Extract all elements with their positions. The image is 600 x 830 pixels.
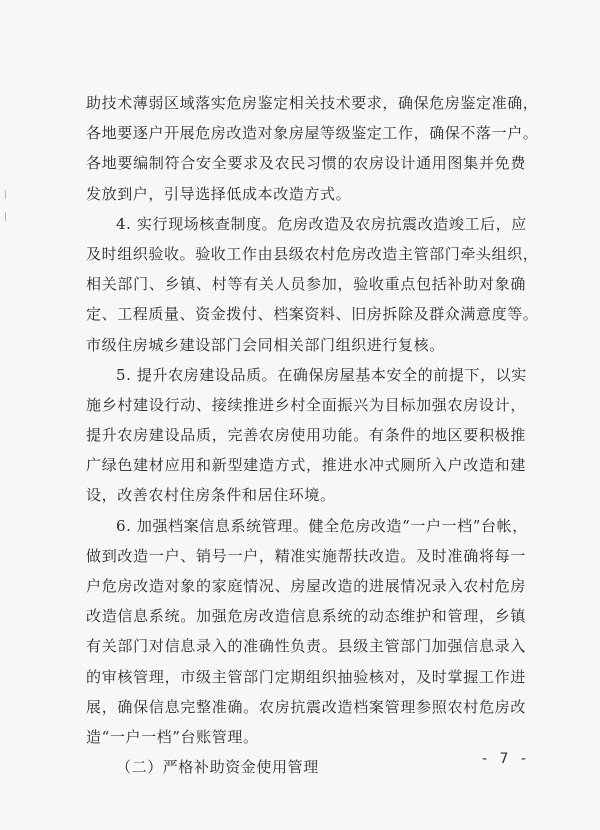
text-line: 的审核管理，市级主管部门定期组织抽验核对，及时掌握工作进	[86, 667, 526, 686]
text-line: 5. 提升农房建设品质。在确保房屋基本安全的前提下，以实	[116, 365, 527, 384]
text-line: 及时组织验收。验收工作由县级农村危房改造主管部门牵头组织，	[86, 244, 539, 263]
body-text	[86, 88, 539, 782]
text-line: （二）严格补助资金使用管理	[116, 758, 319, 777]
text-line: 改造信息系统。加强危房改造信息系统的动态维护和管理，乡镇	[86, 607, 526, 626]
text-line: 助技术薄弱区域落实危房鉴定相关技术要求，确保危房鉴定准确，	[86, 94, 539, 112]
page-number: - 7 -	[482, 751, 530, 767]
scan-mark	[5, 190, 6, 199]
text-line: 施乡村建设行动、接续推进乡村全面振兴为目标加强农房设计，	[86, 395, 526, 414]
text-line: 相关部门、乡镇、村等有关人员参加，验收重点包括补助对象确	[86, 275, 526, 294]
text-line: 各地要逐户开展危房改造对象房屋等级鉴定工作，确保不落一户。	[86, 124, 539, 143]
text-line: 市级住房城乡建设部门会同相关部门组织进行复核。	[86, 335, 445, 354]
text-line: 有关部门对信息录入的准确性负责。县级主管部门加强信息录入	[86, 637, 526, 656]
text-line: 造“一户一档”台账管理。	[86, 727, 259, 746]
text-line: 4. 实行现场核查制度。危房改造及农房抗震改造竣工后，应	[116, 214, 527, 233]
text-line: 户危房改造对象的家庭情况、房屋改造的进展情况录入农村危房	[86, 577, 526, 595]
text-line: 展，确保信息完整准确。农房抗震改造档案管理参照农村危房改	[86, 697, 526, 716]
scan-mark	[5, 212, 6, 221]
text-line: 定、工程质量、资金拨付、档案资料、旧房拆除及群众满意度等。	[86, 305, 539, 324]
text-line: 设，改善农村住房条件和居住环境。	[86, 486, 336, 505]
text-line: 发放到户，引导选择低成本改造方式。	[86, 184, 352, 203]
text-line: 广绿色建材应用和新型建造方式，推进水冲式厕所入户改造和建	[86, 456, 526, 475]
text-line: 各地要编制符合安全要求及农民习惯的农房设计通用图集并免费	[86, 154, 526, 173]
text-line: 做到改造一户、销号一户，精准实施帮扶改造。及时准确将每一	[86, 546, 526, 565]
text-line: 提升农房建设品质，完善农房使用功能。有条件的地区要积极推	[86, 426, 526, 445]
text-line: 6. 加强档案信息系统管理。健全危房改造“一户一档”台帐，	[116, 516, 528, 535]
